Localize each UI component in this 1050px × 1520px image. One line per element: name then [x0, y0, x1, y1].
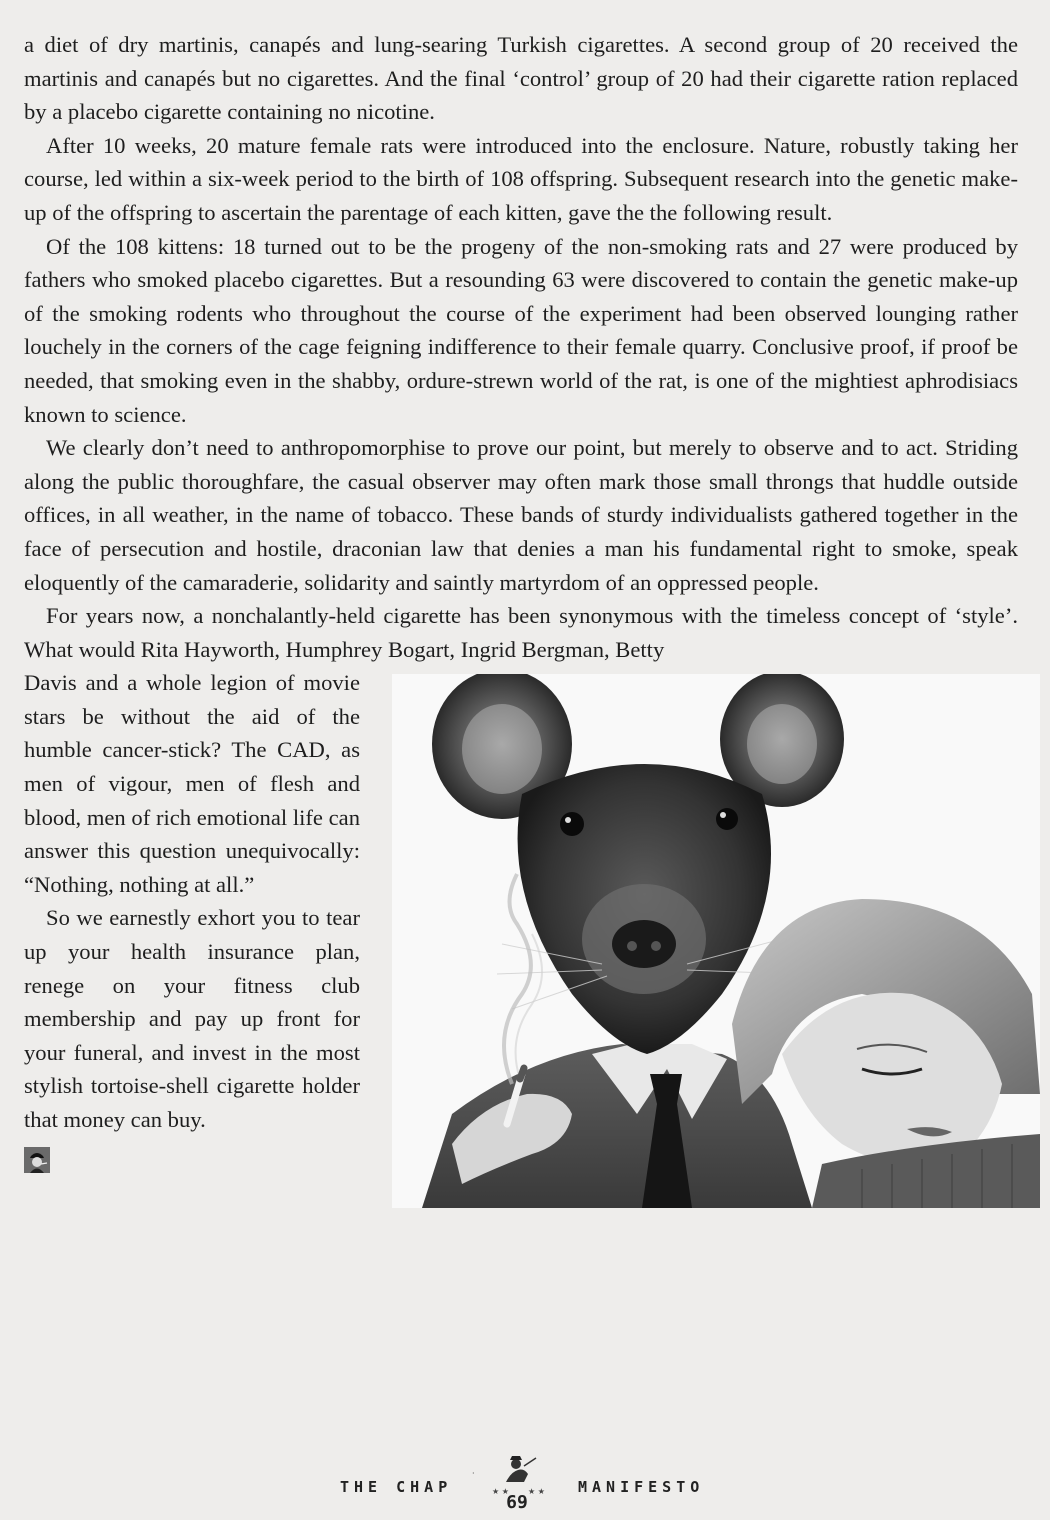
rat-headed-man-smoking-with-woman-illustration [392, 674, 1040, 1208]
paragraph-2: After 10 weeks, 20 mature female rats were introduced into the enclosure. Nature, robustly taking her course, led within a six-week period to the birth of 108 offspring. Subsequent research into the genetic make-up of the offspring to ascertain the parentage of each kitten, gave the the following result. [24, 132, 1018, 225]
paragraph-1: a diet of dry martinis, canapés and lung-searing Turkish cigarettes. A second group of 20 received the martinis and canapés but no cigarettes. And the final ‘control’ group of 20 had their cigarette ration replaced by a placebo cigarette containing no nicotine. [24, 32, 1018, 125]
paragraph-5: For years now, a nonchalantly-held cigarette has been synonymous with the timeless concept of ‘style’. What would Rita Hayworth, Humphrey Bogart, Ingrid Bergman, Betty [24, 603, 1018, 662]
narrow-column [24, 666, 360, 1172]
paragraph-6: So we earnestly exhort you to tear up your health insurance plan, renege on your fitness club membership and pay up front for your funeral, and invest in the most stylish tortoise-shell cigarette holder that money can buy. [24, 905, 360, 1132]
footer-title-right: MANIFESTO [578, 1478, 705, 1496]
paragraph-3: Of the 108 kittens: 18 turned out to be the progeny of the non-smoking rats and 27 were produced by fathers who smoked placebo cigarettes. But a resounding 63 were discovered to contain the genetic make-up of the smoking rodents who throughout the course of the experiment had been observed lounging rather louchely in the corners of the cage feigning indifference to their female quarry. Conclusive proof, if proof be needed, that smoking even in the shabby, ordure-strewn world of the rat, is one of the mightiest aphrodisiacs known to science. [24, 233, 1018, 427]
page-footer [0, 1466, 1050, 1516]
paragraph-4: We clearly don’t need to anthropomorphise to prove our point, but merely to observe and to act. Striding along the public thoroughfare, the casual observer may often mark those small throngs that huddle outside offices, in all weather, in the name of tobacco. These bands of sturdy individualists gathered together in the face of persecution and hostile, draconian law that denies a man his fundamental right to smoke, speak eloquently of the camaraderie, solidarity and saintly martyrdom of an oppressed people. [24, 435, 1018, 595]
page-number: 69 [506, 1492, 528, 1513]
lower-section [24, 666, 1018, 1326]
article-body [24, 28, 1018, 1326]
svg-text:★ ★: ★ ★ [492, 1487, 509, 1496]
svg-text:★ ★: ★ ★ [528, 1487, 545, 1496]
paragraph-5-continued: Davis and a whole legion of movie stars be without the aid of the humble cancer-stick? The CAD, as men of vigour, men of flesh and blood, men of rich emotional life can answer this question unequivocally: “Nothing, nothing at all.” [24, 670, 360, 897]
footer-title-left: THE CHAP [340, 1478, 453, 1496]
svg-text:·: · [472, 1469, 475, 1478]
smoking-gentleman-icon [24, 1147, 50, 1173]
